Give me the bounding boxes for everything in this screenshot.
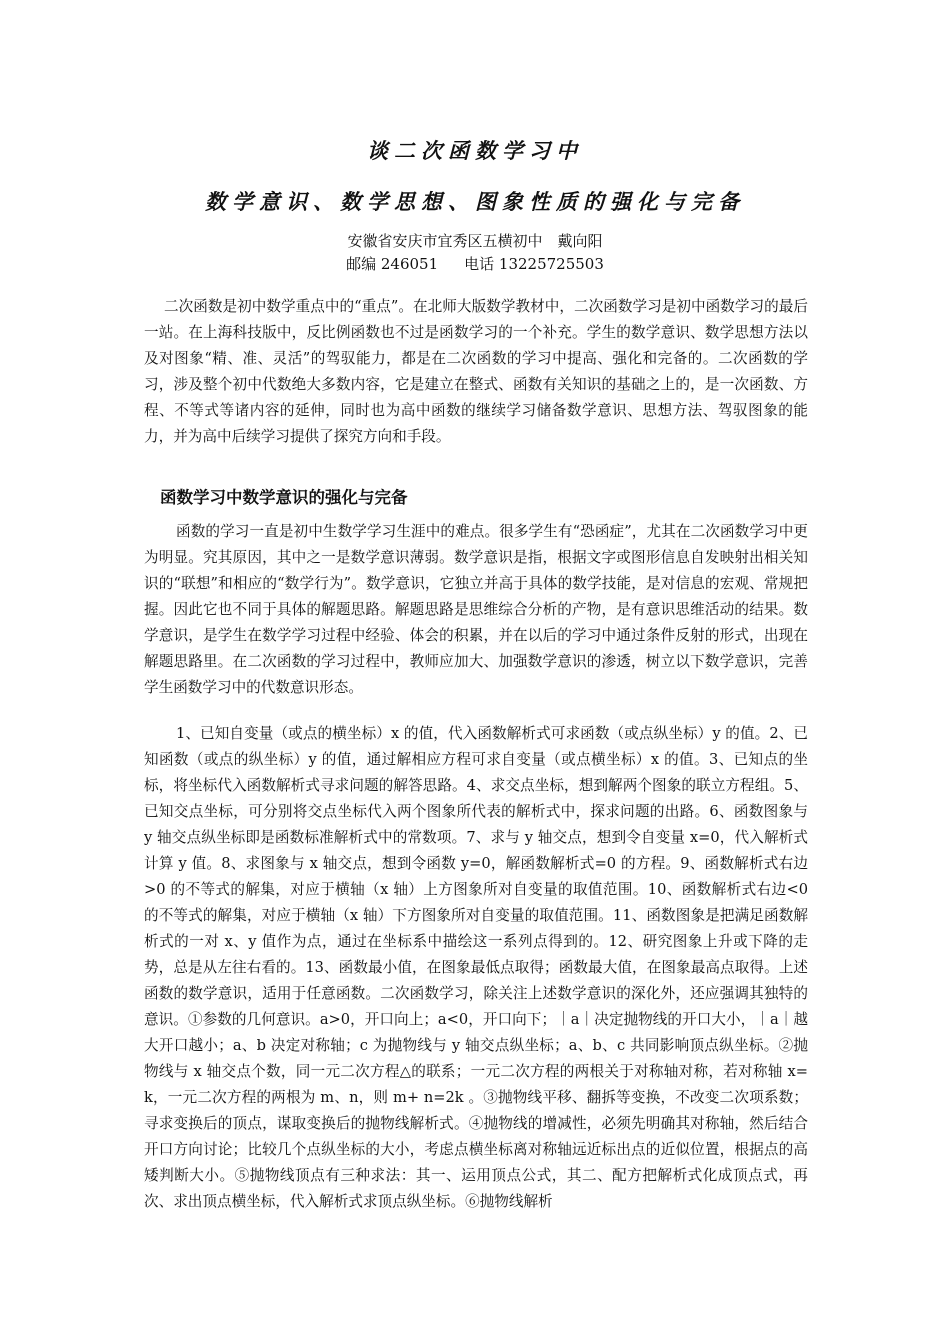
postcode: 邮编 246051: [346, 255, 439, 273]
document-title-line1: 谈二次函数学习中: [367, 138, 583, 163]
document-title-line2: 数学意识、数学思想、图象性质的强化与完备: [205, 189, 745, 214]
body-paragraph-2: 1、已知自变量（或点的横坐标）x 的值，代入函数解析式可求函数（或点纵坐标）y 的值。2、已知函数（或点的纵坐标）y 的值，通过解相应方程可求自变量（或点横坐标）x 的值。3、已知点的坐标，将坐标代入函数解析式寻求问题的解答思路。4、求交点坐标，想到解两个图象的联立方程组。5、已知交点坐标，可分别将交点坐标代入两个图象所代表的解析式中，探求问题的出路。6、函数图象与 y 轴交点纵坐标即是函数标准解析式中的常数项。7、求与 y 轴交点，想到令自变量 x=0，代入解析式计算 y 值。8、求图象与 x 轴交点，想到令函数 y=0，解函数解析式=0 的方程。9、函数解析式右边>0 的不等式的解集，对应于横轴（x 轴）上方图象所对自变量的取值范围。10、函数解析式右边<0 的不等式的解集，对应于横轴（x 轴）下方图象所对自变量的取值范围。11、函数图象是把满足函数解析式的一对 x、y 值作为点，通过在坐标系中描绘这一系列点得到的。12、研究图象上升或下降的走势，总是从左往右看的。13、函数最小值，在图象最低点取得；函数最大值，在图象最高点取得。上述函数的数学意识，适用于任意函数。二次函数学习，除关注上述数学意识的深化外，还应强调其独特的意识。①参数的几何意识。a>0，开口向上；a<0，开口向下；｜a｜决定抛物线的开口大小，｜a｜越大开口越小；a、b 决定对称轴；c 为抛物线与 y 轴交点纵坐标；a、b、c 共同影响顶点纵坐标。②抛物线与 x 轴交点个数，同一元二次方程△的联系；一元二次方程的两根关于对称轴对称，若对称轴 x=k，一元二次方程的两根为 m、n，则 m+ n=2k 。③抛物线平移、翻拆等变换，不改变二次项系数；寻求变换后的顶点，谋取变换后的抛物线解析式。④抛物线的增减性，必须先明确其对称轴，然后结合开口方向讨论；比较几个点纵坐标的大小，考虑点横坐标离对称轴远近标出点的近似位置，根据点的高矮判断大小。⑤抛物线顶点有三种求法：其一、运用顶点公式，其二、配方把解析式化成顶点式，再次、求出顶点横坐标，代入解析式求顶点纵坐标。⑥抛物线解析: [144, 725, 808, 1210]
author-line: 安徽省安庆市宜秀区五横初中 戴向阳: [347, 232, 603, 250]
body-paragraph-1: 函数的学习一直是初中生数学学习生涯中的难点。很多学生有“恐函症”，尤其在二次函数学习中更为明显。究其原因，其中之一是数学意识薄弱。数学意识是指，根据文字或图形信息自发映射出相关知识的“联想”和相应的“数学行为”。数学意识，它独立并高于具体的数学技能，是对信息的宏观、常规把握。因此它也不同于具体的解题思路。解题思路是思维综合分析的产物，是有意识思维活动的结果。数学意识，是学生在数学学习过程中经验、体会的积累，并在以后的学习中通过条件反射的形式，出现在解题思路里。在二次函数的学习过程中，教师应加大、加强数学意识的渗透，树立以下数学意识，完善学生函数学习中的代数意识形态。: [144, 523, 808, 696]
section-heading: 函数学习中数学意识的强化与完备: [160, 488, 408, 507]
contact-line: [0, 253, 950, 274]
intro-paragraph: 二次函数是初中数学重点中的“重点”。在北师大版数学教材中，二次函数学习是初中函数学习的最后一站。在上海科技版中，反比例函数也不过是函数学习的一个补充。学生的数学意识、数学思想方法以及对图象“精、准、灵活”的驾驭能力，都是在二次函数的学习中提高、强化和完备的。二次函数的学习，涉及整个初中代数绝大多数内容，它是建立在整式、函数有关知识的基础之上的，是一次函数、方程、不等式等诸内容的延伸，同时也为高中函数的继续学习储备数学意识、思想方法、驾驭图象的能力，并为高中后续学习提供了探究方向和手段。: [144, 298, 808, 445]
phone: 电话 13225725503: [464, 255, 604, 273]
